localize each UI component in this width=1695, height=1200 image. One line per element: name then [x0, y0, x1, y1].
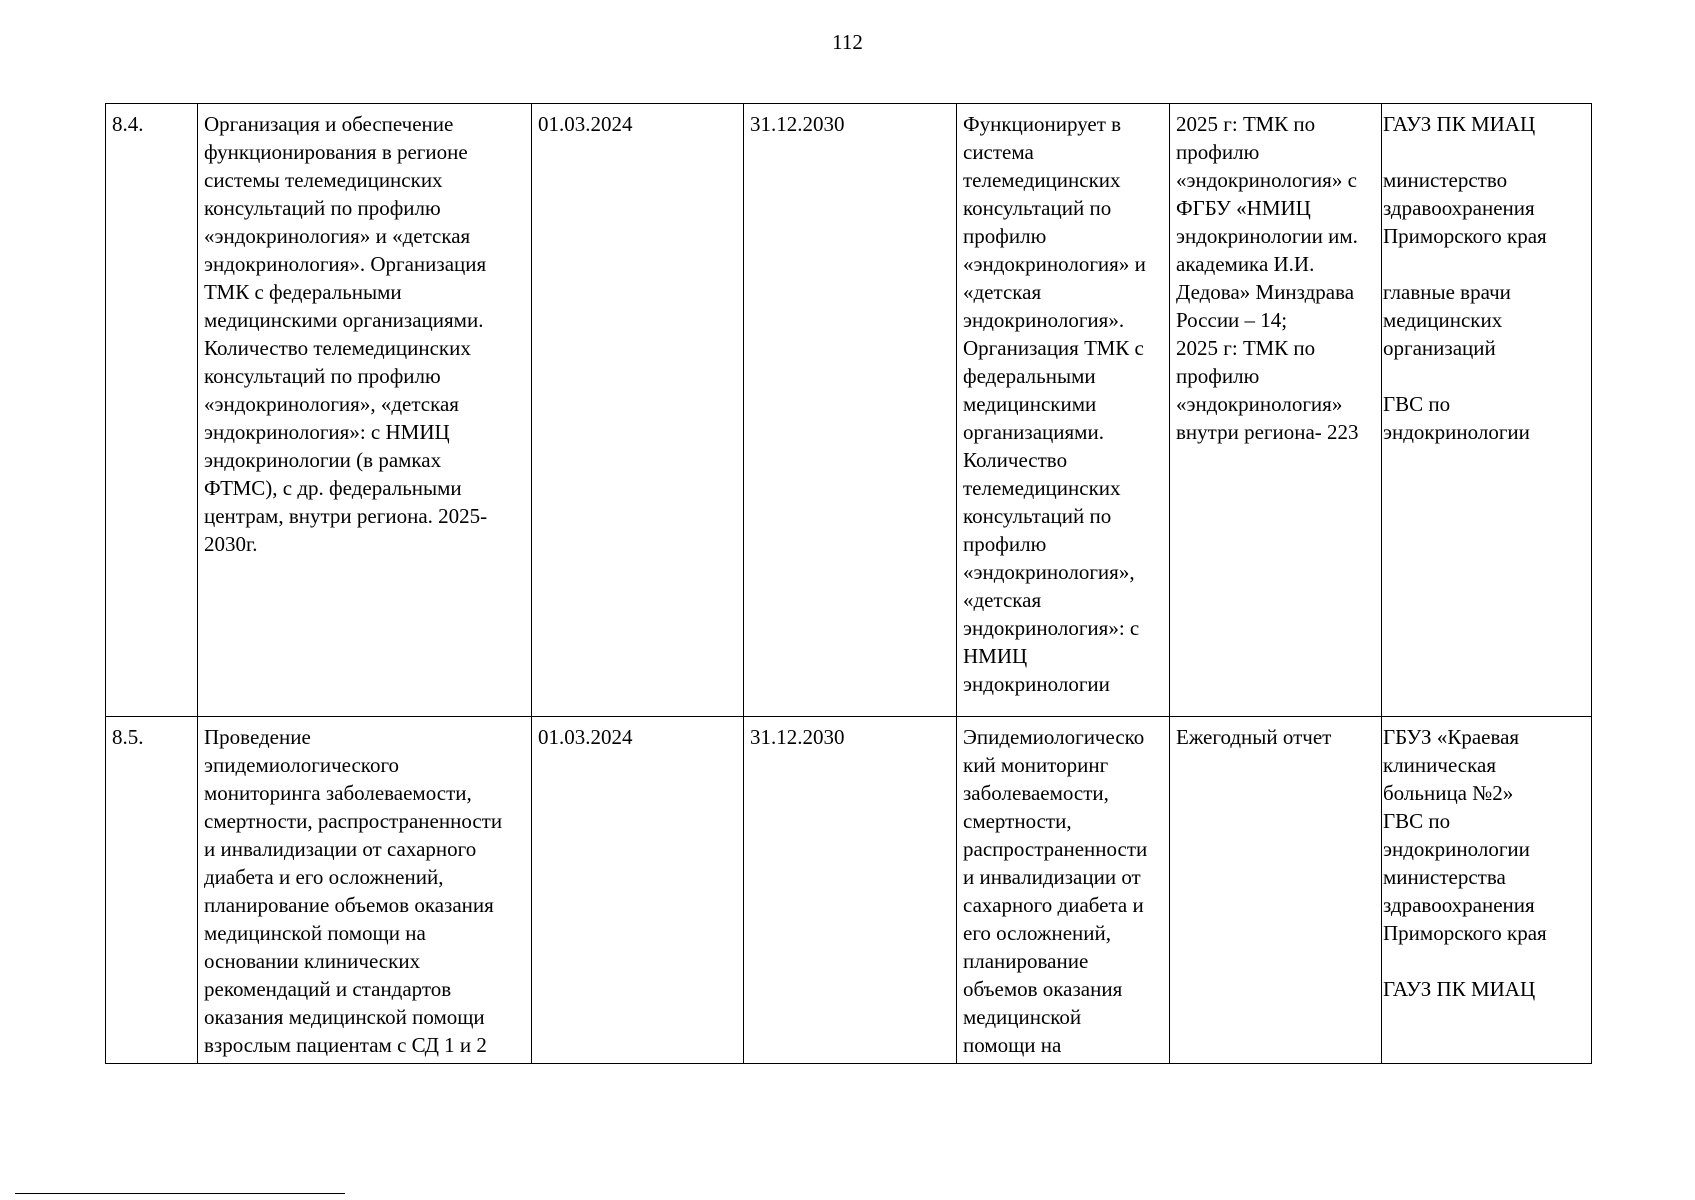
end-date-cell: 31.12.2030: [744, 104, 957, 717]
row-number-cell: 8.5.: [106, 717, 198, 1064]
start-date-cell: 01.03.2024: [532, 717, 744, 1064]
task-cell: Организация и обеспечение функционирования в регионе системы телемедицинских консультаций по профилю «эндокринология» и «детская эндокринология». Организация ТМК с федеральными медицинскими организациями. Количество телемедицинских консультаций по профилю «эндокринология», «детская эндокринология»: с НМИЦ эндокринологии (в рамках ФТМС), с др. федеральными центрам, внутри региона. 2025- 2030г.: [198, 104, 532, 717]
result-cell: Функционирует в система телемедицинских консультаций по профилю «эндокринология» и «детская эндокринология». Организация ТМК с федеральными медицинскими организациями. Количество телемедицинских консультаций по профилю «эндокринология», «детская эндокринология»: с НМИЦ эндокринологии: [957, 104, 1170, 717]
table-row: [106, 717, 1592, 1064]
indicator-cell: Ежегодный отчет: [1170, 717, 1382, 1064]
end-date-cell: 31.12.2030: [744, 717, 957, 1064]
indicator-cell: 2025 г: ТМК по профилю «эндокринология» с ФГБУ «НМИЦ эндокринологии им. академика И.И. Дедова» Минздрава России – 14; 2025 г: ТМК по профилю «эндокринология» внутри региона- 223: [1170, 104, 1382, 717]
start-date-cell: 01.03.2024: [532, 104, 744, 717]
table-row: [106, 104, 1592, 717]
responsible-cell: ГБУЗ «Краевая клиническая больница №2» ГВС по эндокринологии министерства здравоохранения Приморского края ГАУЗ ПК МИАЦ: [1382, 717, 1592, 1064]
result-cell: Эпидемиологическо кий мониторинг заболеваемости, смертности, распространенности и инвалидизации от сахарного диабета и его осложнений, планирование объемов оказания медицинской помощи на: [957, 717, 1170, 1064]
responsible-cell: ГАУЗ ПК МИАЦ министерство здравоохранения Приморского края главные врачи медицинских организаций ГВС по эндокринологии: [1382, 104, 1592, 717]
row-number-cell: 8.4.: [106, 104, 198, 717]
task-cell: Проведение эпидемиологического мониторинга заболеваемости, смертности, распространенности и инвалидизации от сахарного диабета и его осложнений, планирование объемов оказания медицинской помощи на основании клинических рекомендаций и стандартов оказания медицинской помощи взрослым пациентам с СД 1 и 2: [198, 717, 532, 1064]
footnote-divider: [15, 1193, 345, 1194]
page-number: 112: [832, 30, 863, 54]
plan-table: [105, 103, 1592, 1064]
